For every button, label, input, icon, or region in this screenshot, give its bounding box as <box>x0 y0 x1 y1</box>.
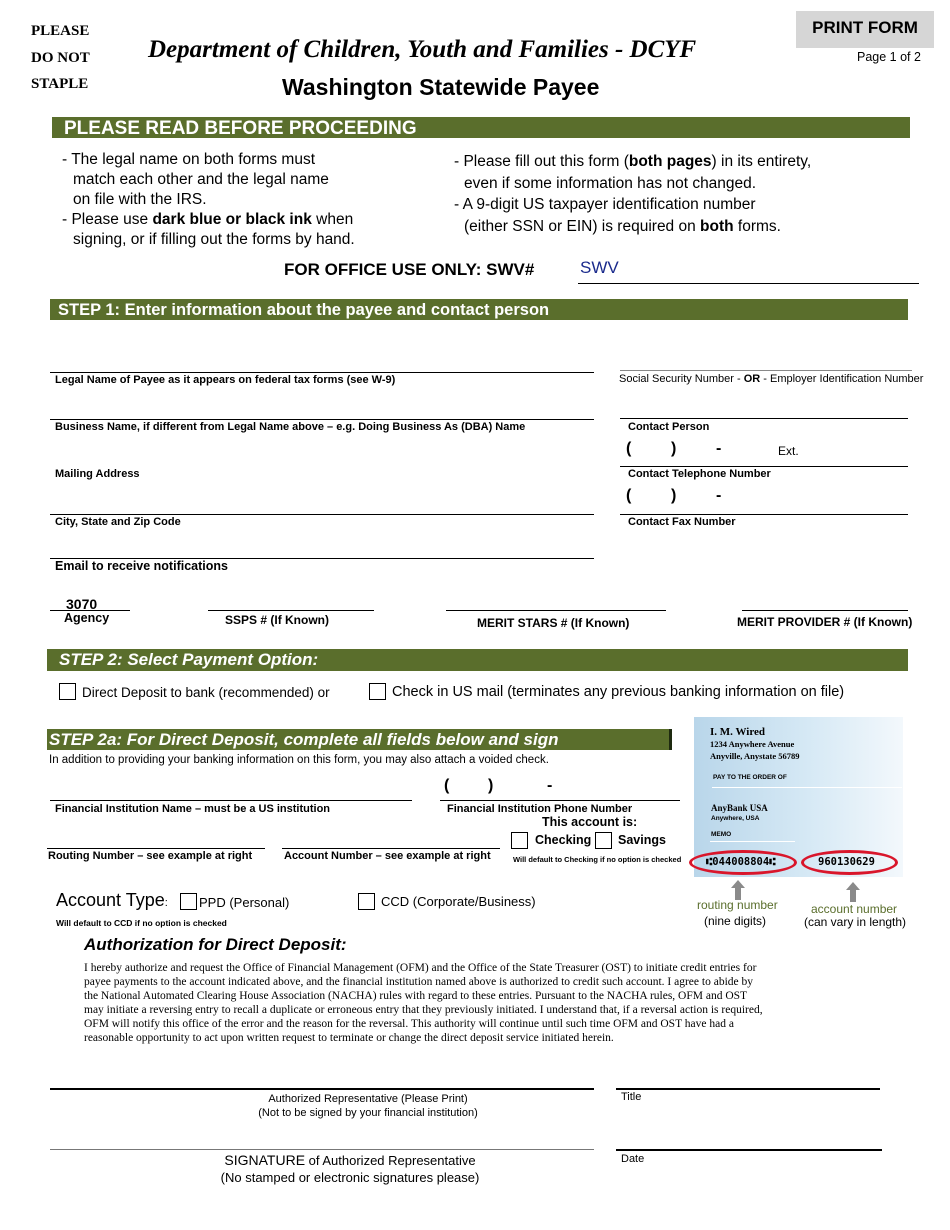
form-subtitle: Washington Statewide Payee <box>282 74 600 100</box>
authorization-line: reasonable opportunity to act upon written request to terminate or change the direct deposit service initiated herein. <box>84 1032 614 1044</box>
authorization-line: I hereby authorize and request the Office of Financial Management (OFM) and the Office of the State Treasurer (OST) to initiate credit entries for <box>84 962 757 974</box>
agency-value: 3070 <box>66 596 98 612</box>
ssn-ein-field[interactable] <box>620 370 912 371</box>
contact-phone-label: Contact Telephone Number <box>628 468 771 480</box>
city-state-zip-label: City, State and Zip Code <box>55 516 181 528</box>
signature-field[interactable] <box>50 1149 594 1150</box>
signature-caption-text: of Authorized Representative <box>305 1153 476 1168</box>
merit-stars-field[interactable] <box>446 610 666 611</box>
title-label: Title <box>621 1091 642 1103</box>
read-before-banner: PLEASE READ BEFORE PROCEEDING <box>52 117 910 138</box>
authorization-line: OFM will notify this office of the error and the reason for the reversal. This authority will continue until such time OFM and OST have had a <box>84 1018 734 1030</box>
signature-subcaption: (No stamped or electronic signatures please) <box>220 1170 480 1185</box>
account-type-label <box>56 890 168 911</box>
ssn-label-text: - Employer Identification Number <box>760 373 924 385</box>
fi-name-label: Financial Institution Name – must be a US institution <box>55 803 331 815</box>
instruction-line <box>62 210 355 230</box>
routing-digits: ⑆044008804⑆ <box>706 856 776 868</box>
instructions-left <box>62 150 355 250</box>
signature-caption <box>50 1152 650 1169</box>
ssps-label: SSPS # (If Known) <box>225 613 330 627</box>
instruction-line: signing, or if filling out the forms by hand. <box>73 231 355 248</box>
account-number-label: Account Number – see example at right <box>284 850 491 862</box>
signature-label <box>50 1152 650 1186</box>
instruction-line <box>454 216 811 238</box>
checking-label: Checking <box>535 833 592 847</box>
ssn-label-text: Social Security Number - <box>619 373 744 385</box>
ppd-label: PPD (Personal) <box>199 895 290 910</box>
agency-label: Agency <box>64 611 110 625</box>
checking-checkbox[interactable] <box>511 832 528 849</box>
phone-dash: - <box>547 777 553 794</box>
instruction-text: - Please fill out this form ( <box>454 153 629 170</box>
paren-close: ) <box>671 440 677 457</box>
step2-banner: STEP 2: Select Payment Option: <box>47 649 908 671</box>
default-checking-note: Will default to Checking if no option is checked <box>513 855 682 864</box>
instructions-right <box>454 151 811 237</box>
instruction-line <box>454 151 811 173</box>
date-label: Date <box>621 1153 645 1165</box>
check-address-1: 1234 Anywhere Avenue <box>710 739 795 749</box>
contact-fax-underline <box>620 514 908 515</box>
paren-open: ( <box>444 777 450 794</box>
ssn-label-or: OR <box>743 373 761 385</box>
check-bank-location: Anywhere, USA <box>711 815 760 822</box>
rep-name-caption: Authorized Representative (Please Print) <box>268 1093 468 1105</box>
check-memo: MEMO <box>711 831 732 838</box>
date-field[interactable] <box>616 1149 882 1151</box>
instruction-line: - The legal name on both forms must <box>62 151 316 168</box>
savings-label: Savings <box>618 833 666 847</box>
rep-name-label <box>50 1092 686 1120</box>
contact-person-field[interactable] <box>620 418 908 419</box>
mailing-address-field[interactable] <box>50 514 594 515</box>
rep-name-field[interactable] <box>50 1088 594 1090</box>
ccd-checkbox[interactable] <box>358 893 375 910</box>
paren-open: ( <box>626 440 632 457</box>
staple-line-3: STAPLE <box>31 76 89 92</box>
routing-subcaption: (nine digits) <box>704 914 767 928</box>
account-is-label: This account is: <box>542 815 638 829</box>
account-type-text: Account Type <box>56 890 165 910</box>
swv-underline <box>578 283 919 284</box>
direct-deposit-label: Direct Deposit to bank (recommended) or <box>82 685 330 700</box>
ssn-ein-label <box>619 373 923 385</box>
swv-number-field[interactable]: SWV <box>580 258 619 277</box>
page-number: Page 1 of 2 <box>857 50 921 64</box>
account-digits: 960130629 <box>818 856 875 868</box>
instruction-text: when <box>311 211 354 228</box>
ext-label: Ext. <box>778 444 799 458</box>
check-mail-label: Check in US mail (terminates any previous banking information on file) <box>392 684 845 700</box>
department-title: Department of Children, Youth and Families - DCYF <box>148 36 697 63</box>
step2a-banner: STEP 2a: For Direct Deposit, complete all fields below and sign <box>47 729 672 750</box>
paren-close: ) <box>488 777 494 794</box>
legal-name-label: Legal Name of Payee as it appears on federal tax forms (see W-9) <box>55 374 396 386</box>
voided-check-note: In addition to providing your banking information on this form, you may also attach a voided check. <box>49 754 549 766</box>
instruction-emphasis: dark blue or black ink <box>152 211 312 228</box>
merit-stars-label: MERIT STARS # (If Known) <box>477 616 630 630</box>
savings-checkbox[interactable] <box>595 832 612 849</box>
authorization-line: the National Automated Clearing House Association (NACHA) rules with regard to these entries. Pursuant to the NACHA rules, OFM and OST <box>84 990 748 1002</box>
contact-person-label: Contact Person <box>628 421 710 433</box>
fi-name-field[interactable] <box>50 800 412 801</box>
rep-name-subcaption: (Not to be signed by your financial institution) <box>258 1107 478 1119</box>
step1-banner: STEP 1: Enter information about the payee and contact person <box>50 299 908 320</box>
staple-line-2: DO NOT <box>31 49 90 66</box>
check-pay-to: PAY TO THE ORDER OF <box>713 774 787 781</box>
check-address-2: Anyville, Anystate 56789 <box>710 751 800 761</box>
instruction-emphasis: both pages <box>628 153 712 170</box>
check-bank-name: AnyBank USA <box>711 803 768 813</box>
fax-dash: - <box>716 487 722 504</box>
routing-caption: routing number <box>697 898 778 912</box>
phone-dash: - <box>716 440 722 457</box>
merit-provider-field[interactable] <box>742 610 908 611</box>
instruction-line: - A 9-digit US taxpayer identification number <box>454 196 756 213</box>
check-memo-line <box>710 841 795 842</box>
do-not-staple-notice <box>31 18 90 98</box>
check-mail-checkbox[interactable] <box>369 683 386 700</box>
authorization-title: Authorization for Direct Deposit: <box>84 935 347 954</box>
check-account-holder: I. M. Wired <box>710 726 766 738</box>
authorization-line: may initiate a reversing entry to recall a duplicate or erroneous entry that they previously initiated. I understand that, if a reversal action is required, <box>84 1004 763 1016</box>
fi-phone-underline <box>440 800 680 801</box>
account-number-field[interactable] <box>282 848 500 849</box>
routing-arrow-icon <box>731 880 745 900</box>
ssps-field[interactable] <box>208 610 374 611</box>
signature-caption-strong: SIGNATURE <box>224 1152 306 1168</box>
instruction-line: even if some information has not changed. <box>464 174 757 192</box>
staple-line-1: PLEASE <box>31 23 90 39</box>
ppd-checkbox[interactable] <box>180 893 197 910</box>
email-label: Email to receive notifications <box>55 559 228 573</box>
legal-name-field[interactable] <box>50 372 594 373</box>
merit-provider-label: MERIT PROVIDER # (If Known) <box>737 615 913 629</box>
account-subcaption: (can vary in length) <box>804 915 907 929</box>
account-arrow-icon <box>846 882 860 902</box>
paren-open: ( <box>626 487 632 504</box>
authorization-line: payee payments to the account indicated above, and the financial institution named above is authorized to credit such account. I agree to abide by <box>84 976 753 988</box>
check-payee-line <box>712 787 902 788</box>
instruction-text: forms. <box>733 217 781 235</box>
contact-phone-underline <box>620 466 908 467</box>
business-name-label: Business Name, if different from Legal Name above – e.g. Doing Business As (DBA) Name <box>55 421 526 433</box>
paren-close: ) <box>671 487 677 504</box>
title-field[interactable] <box>616 1088 880 1090</box>
ccd-label: CCD (Corporate/Business) <box>381 894 536 909</box>
account-caption: account number <box>811 902 898 916</box>
instruction-text: (either SSN or EIN) is required on <box>464 217 701 235</box>
fi-phone-label: Financial Institution Phone Number <box>447 803 633 815</box>
instruction-line: match each other and the legal name <box>73 171 329 188</box>
instruction-line: on file with the IRS. <box>73 191 207 208</box>
instruction-text: ) in its entirety, <box>711 153 812 170</box>
routing-number-label: Routing Number – see example at right <box>48 850 253 862</box>
office-use-label: FOR OFFICE USE ONLY: SWV# <box>284 260 535 279</box>
direct-deposit-checkbox[interactable] <box>59 683 76 700</box>
account-type-colon: : <box>164 897 168 909</box>
authorization-text <box>84 961 763 1045</box>
print-form-button[interactable]: PRINT FORM <box>796 11 934 48</box>
routing-number-field[interactable] <box>47 848 265 849</box>
contact-fax-label: Contact Fax Number <box>628 516 736 528</box>
instruction-text: - Please use <box>62 211 153 228</box>
business-name-field[interactable] <box>50 419 594 420</box>
default-ccd-note: Will default to CCD if no option is checked <box>56 918 227 928</box>
instruction-emphasis: both <box>700 217 734 235</box>
mailing-address-label: Mailing Address <box>55 468 140 480</box>
